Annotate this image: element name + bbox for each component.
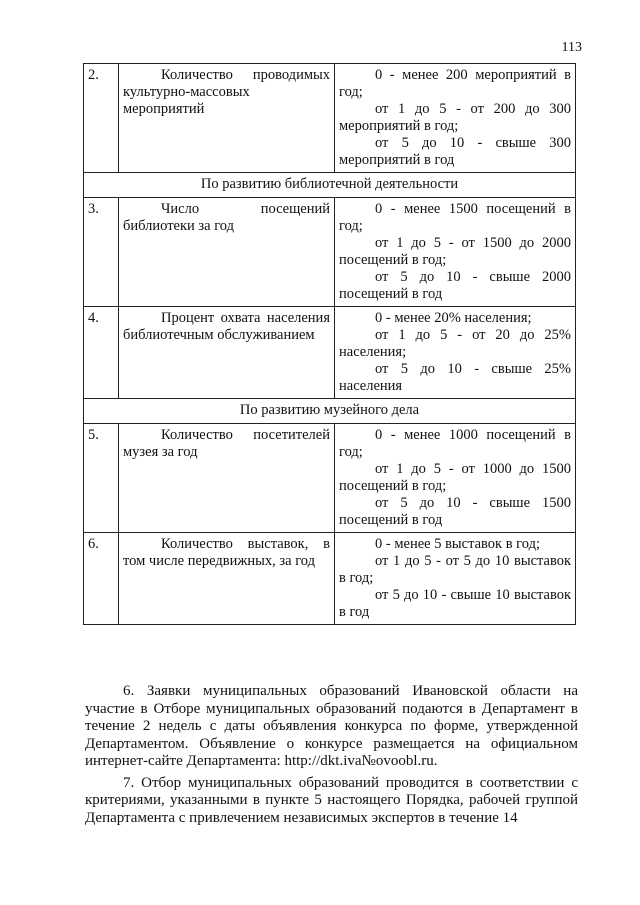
criterion-name: Число посещений библиотеки за год [119,198,335,307]
section-row [84,173,576,198]
row-number: 5. [84,424,119,533]
row-number: 4. [84,307,119,399]
section-heading: По развитию музейного дела [84,399,576,424]
table-row [84,424,576,533]
table-row [84,64,576,173]
criterion-name: Количество посетителей музея за год [119,424,335,533]
criterion-score: 0 - менее 200 мероприятий в год; от 1 до 5 - от 200 до 300 мероприятий в год; от 5 до 10 - свыше 300 мероприятий в год [335,64,576,173]
criterion-score: 0 - менее 20% населения; от 1 до 5 - от 20 до 25% населения; от 5 до 10 - свыше 25% населения [335,307,576,399]
body-text [85,683,578,831]
criterion-name: Количество проводимых культурно-массовых мероприятий [119,64,335,173]
criterion-name: Процент охвата населения библиотечным обслуживанием [119,307,335,399]
paragraph: 7. Отбор муниципальных образований проводится в соответствии с критериями, указанными в пункте 5 настоящего Порядка, рабочей группой Департамента с привлечением независимых экспертов в течение 14 [85,774,578,826]
table-row [84,198,576,307]
criterion-score: 0 - менее 5 выставок в год; от 1 до 5 - от 5 до 10 выставок в год; от 5 до 10 - свыше 10 выставок в год [335,533,576,625]
criterion-name: Количество выставок, в том числе передвижных, за год [119,533,335,625]
table-row [84,307,576,399]
criteria-table [83,63,576,625]
row-number: 2. [84,64,119,173]
section-row [84,399,576,424]
page-number: 113 [561,40,582,55]
paragraph: 6. Заявки муниципальных образований Ивановской области на участие в Отборе муниципальных образований подаются в Департамент в течение 2 недель с даты объявления конкурса по форме, утвержденной Департаментом. Объявление о конкурсе размещается на официальном интернет-сайте Департамента: http://dkt.iva№ovoobl.ru. [85,683,578,769]
row-number: 3. [84,198,119,307]
table-row [84,533,576,625]
criterion-score: 0 - менее 1500 посещений в год; от 1 до 5 - от 1500 до 2000 посещений в год; от 5 до 10 - свыше 2000 посещений в год [335,198,576,307]
row-number: 6. [84,533,119,625]
criterion-score: 0 - менее 1000 посещений в год; от 1 до 5 - от 1000 до 1500 посещений в год; от 5 до 10 - свыше 1500 посещений в год [335,424,576,533]
section-heading: По развитию библиотечной деятельности [84,173,576,198]
